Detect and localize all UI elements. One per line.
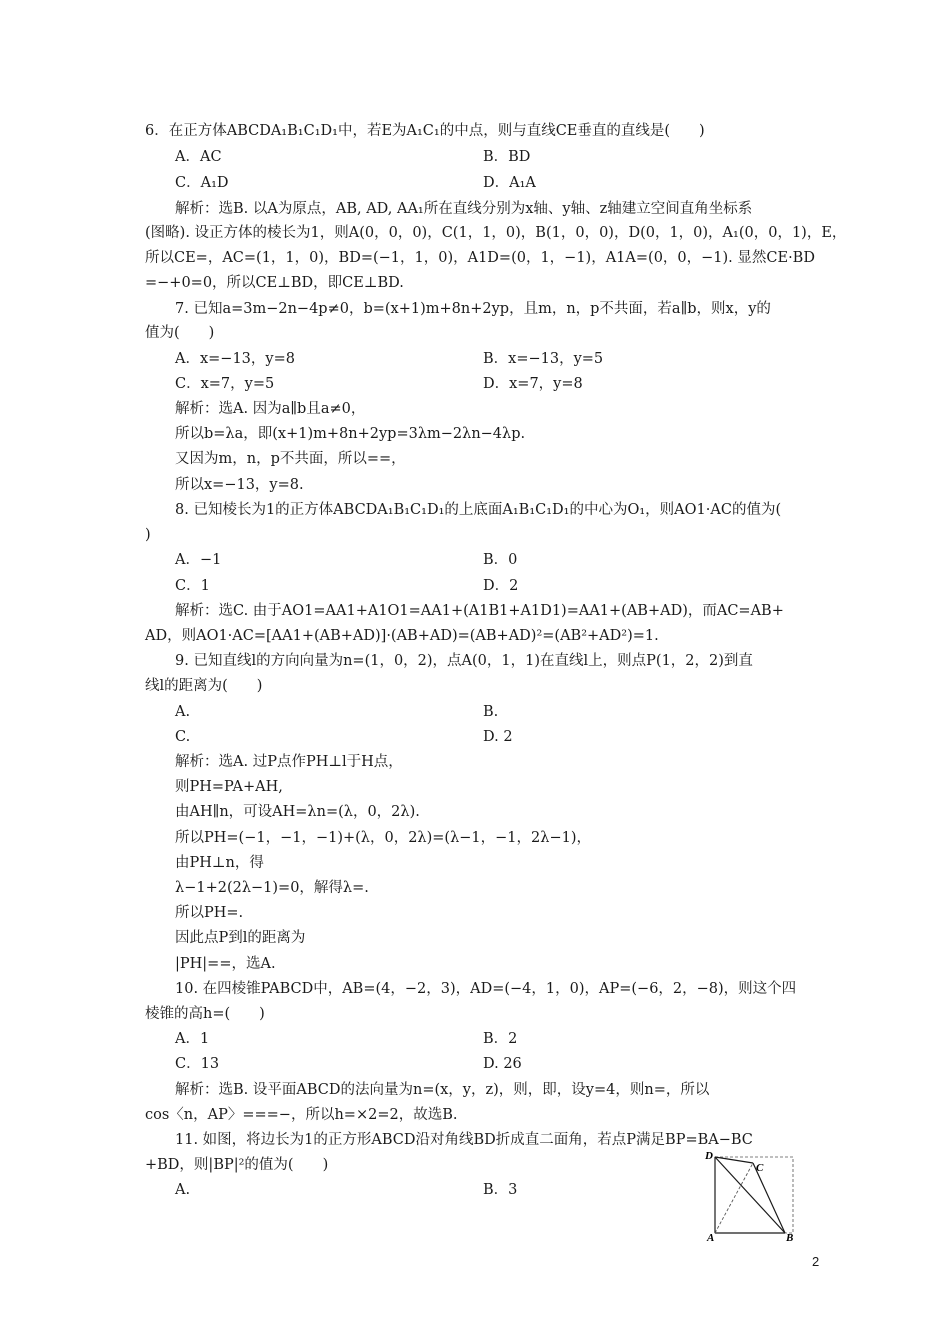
edge-dc [715, 1157, 753, 1163]
q6-solution-line: =−+0=0，所以CE⊥BD，即CE⊥BD. [145, 275, 404, 291]
q8-stem: 8. 已知棱长为1的正方体ABCDA₁B₁C₁D₁的上底面A₁B₁C₁D₁的中心为O₁，则AO1·AC的值为( [175, 502, 782, 518]
q8-solution-line: AD，则AO1·AC=[AA1+(AB+AD)]·(AB+AD)=(AB+AD)²=(AB²+AD²)=1. [145, 628, 659, 644]
q9-solution-line: 解析：选A. 过P点作PH⊥l于H点， [175, 754, 403, 770]
q8-option-d: D．2 [483, 578, 519, 594]
q7-stem: 7. 已知a=3m−2n−4p≠0，b=(x+1)m+8n+2yp，且m，n，p不共面，若a∥b，则x，y的 [175, 301, 771, 317]
q6-option-c: C．A₁D [175, 175, 229, 191]
q7-solution-line: 所以b=λa，即(x+1)m+8n+2yp=3λm−2λn−4λp. [175, 426, 526, 442]
label-b: B [786, 1232, 794, 1244]
q7-option-b: B．x=−13，y=5 [483, 351, 604, 367]
q8-option-b: B．0 [483, 552, 518, 568]
q8-stem: ) [145, 527, 151, 543]
square-outline [715, 1157, 793, 1233]
q7-option-c: C．x=7，y=5 [175, 376, 275, 392]
folded-square-figure [703, 1145, 803, 1245]
q10-option-b: B．2 [483, 1031, 518, 1047]
q10-option-c: C．13 [175, 1056, 220, 1072]
segment-ac [715, 1163, 753, 1233]
label-a: A [707, 1232, 715, 1244]
label-d: D [705, 1150, 713, 1162]
q9-option-a: A. [175, 704, 191, 720]
q9-stem: 9. 已知直线l的方向向量为n=(1，0，2)，点A(0，1，1)在直线l上，则点P(1，2，2)到直 [175, 653, 753, 669]
q8-solution-line: 解析：选C. 由于AO1=AA1+A1O1=AA1+(A1B1+A1D1)=AA1+(AB+AD)，而AC=AB+ [175, 603, 784, 619]
q11-stem: +BD，则|BP|²的值为( ) [145, 1157, 329, 1173]
q9-solution-line: 所以PH=. [175, 905, 244, 921]
q9-option-b: B. [483, 704, 499, 720]
q8-option-c: C．1 [175, 578, 210, 594]
q11-stem: 11. 如图，将边长为1的正方形ABCD沿对角线BD折成直二面角，若点P满足BP=BA−BC [175, 1132, 753, 1148]
page-number: 2 [812, 1254, 820, 1269]
q6-solution-line: (图略). 设正方体的棱长为1，则A(0，0，0)，C(1，1，0)，B(1，0，0)，D(0，1，0)，A₁(0，0，1)，E， [145, 225, 847, 241]
q9-solution-line: 因此点P到l的距离为 [175, 930, 306, 946]
q9-solution-line: 则PH=PA+AH, [175, 779, 283, 795]
q6-option-a: A．AC [175, 149, 222, 165]
q6-stem: 6．在正方体ABCDA₁B₁C₁D₁中，若E为A₁C₁的中点，则与直线CE垂直的直线是( ) [145, 123, 705, 139]
label-c: C [756, 1162, 764, 1174]
q6-option-b: B．BD [483, 149, 531, 165]
q9-option-d: D. 2 [483, 729, 513, 745]
q6-solution-line: 解析：选B. 以A为原点，AB, AD, AA₁所在直线分别为x轴、y轴、z轴建立空间直角坐标系 [175, 201, 753, 217]
diagonal-db [715, 1157, 785, 1233]
q10-stem: 棱锥的高h=( ) [145, 1006, 265, 1022]
q9-solution-line: 由PH⊥n，得 [175, 855, 264, 871]
q9-solution-line: λ−1+2(2λ−1)=0，解得λ=. [175, 880, 369, 896]
q7-solution-line: 解析：选A. 因为a∥b且a≠0， [175, 401, 366, 417]
q7-option-d: D．x=7，y=8 [483, 376, 583, 392]
q10-solution-line: 解析：选B. 设平面ABCD的法向量为n=(x，y，z)，则，即，设y=4，则n=，所以 [175, 1082, 710, 1098]
q7-option-a: A．x=−13，y=8 [175, 351, 295, 367]
q7-stem: 值为( ) [145, 325, 215, 341]
q6-solution-line: 所以CE=，AC=(1，1，0)，BD=(−1，1，0)，A1D=(0，1，−1)，A1A=(0，0，−1). 显然CE·BD [145, 250, 815, 266]
q9-stem: 线l的距离为( ) [145, 678, 263, 694]
q7-solution-line: 所以x=−13，y=8. [175, 477, 304, 493]
q9-option-c: C. [175, 729, 191, 745]
q9-solution-line: |PH|==，选A. [175, 956, 276, 972]
q10-option-d: D. 26 [483, 1056, 522, 1072]
q8-option-a: A．−1 [175, 552, 222, 568]
q11-option-b: B．3 [483, 1182, 518, 1198]
q10-stem: 10. 在四棱锥PABCD中，AB=(4，−2，3)，AD=(−4，1，0)，AP=(−6，2，−8)，则这个四 [175, 981, 797, 997]
q9-solution-line: 由AH∥n，可设AH=λn=(λ，0，2λ). [175, 804, 420, 820]
q10-solution-line: cos〈n，AP〉===−，所以h=×2=2，故选B. [145, 1107, 458, 1123]
q9-solution-line: 所以PH=(−1，−1，−1)+(λ，0，2λ)=(λ−1，−1，2λ−1)， [175, 830, 591, 846]
q10-option-a: A．1 [175, 1031, 210, 1047]
q6-option-d: D．A₁A [483, 175, 536, 191]
q7-solution-line: 又因为m，n，p不共面，所以==， [175, 451, 406, 467]
q11-option-a: A. [175, 1182, 191, 1198]
